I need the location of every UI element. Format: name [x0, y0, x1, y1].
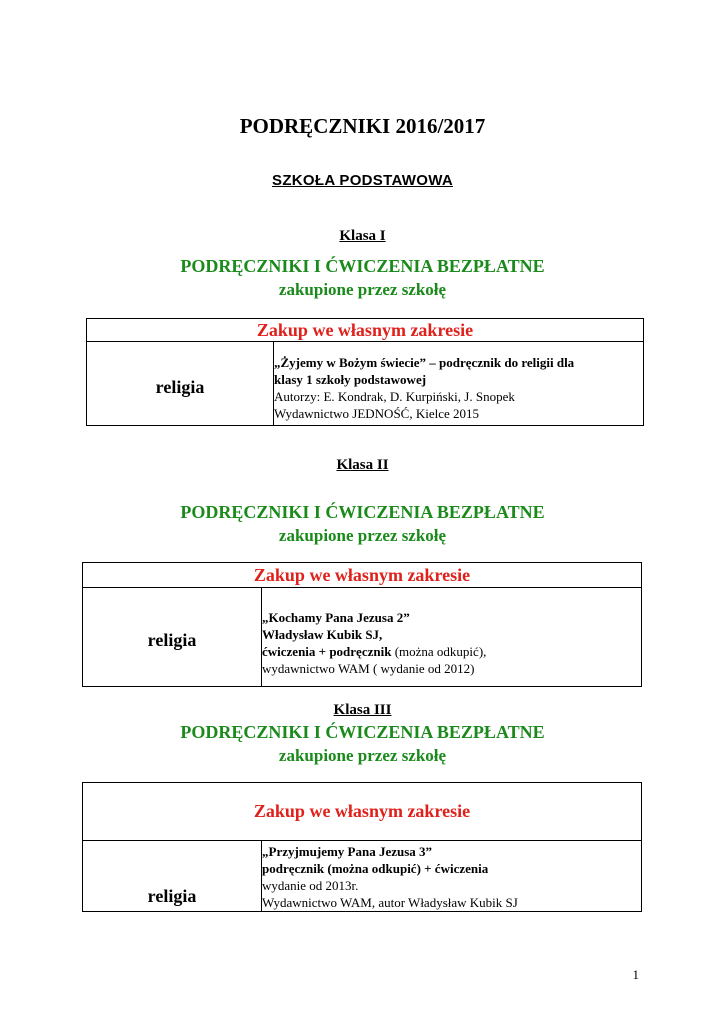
- book-description-2: [262, 588, 642, 687]
- free-books-heading-2: PODRĘCZNIKI I ĆWICZENIA BEZPŁATNE: [180, 502, 545, 522]
- class-label-3: Klasa III: [333, 702, 392, 718]
- page-title: PODRĘCZNIKI 2016/2017: [239, 114, 486, 138]
- page-number: 1: [632, 967, 639, 982]
- book-description-1: [274, 342, 644, 426]
- books-table-2: [82, 562, 642, 687]
- subject-cell-2: religia: [83, 588, 262, 687]
- book-line: klasy 1 szkoły podstawowej: [274, 371, 427, 387]
- free-books-heading-3: PODRĘCZNIKI I ĆWICZENIA BEZPŁATNE: [180, 722, 545, 742]
- book-line: ćwiczenia + podręcznik (można odkupić),: [262, 644, 487, 659]
- book-line: podręcznik (można odkupić) + ćwiczenia: [262, 861, 489, 876]
- book-line: Władysław Kubik SJ,: [262, 627, 383, 642]
- book-line: „Żyjemy w Bożym świecie” – podręcznik do religii dla: [274, 354, 575, 370]
- table-header-3: Zakup we własnym zakresie: [83, 783, 642, 841]
- free-books-subheading-3: zakupione przez szkołę: [278, 746, 447, 765]
- free-books-heading-1: PODRĘCZNIKI I ĆWICZENIA BEZPŁATNE: [180, 256, 545, 276]
- books-table-3: [82, 782, 642, 912]
- book-line: „Przyjmujemy Pana Jezusa 3”: [262, 844, 433, 859]
- book-line: Wydawnictwo JEDNOŚĆ, Kielce 2015: [274, 405, 480, 421]
- subject-cell-3: religia: [83, 841, 262, 912]
- books-table-1: [86, 318, 644, 426]
- table-header-1: Zakup we własnym zakresie: [87, 319, 644, 342]
- book-description-3: [262, 841, 642, 912]
- subject-cell-1: religia: [87, 342, 274, 426]
- class-label-2: Klasa II: [336, 457, 389, 473]
- book-line: Autorzy: E. Kondrak, D. Kurpiński, J. Snopek: [274, 388, 515, 404]
- book-line: Wydawnictwo WAM, autor Władysław Kubik SJ: [262, 895, 518, 910]
- page-subtitle: SZKOŁA PODSTAWOWA: [272, 172, 453, 189]
- book-line: „Kochamy Pana Jezusa 2”: [262, 610, 410, 625]
- free-books-subheading-1: zakupione przez szkołę: [278, 280, 447, 299]
- table-header-2: Zakup we własnym zakresie: [83, 563, 642, 588]
- free-books-subheading-2: zakupione przez szkołę: [278, 526, 447, 545]
- book-line: wydawnictwo WAM ( wydanie od 2012): [262, 661, 475, 676]
- class-label-1: Klasa I: [339, 228, 386, 244]
- book-line: wydanie od 2013r.: [262, 878, 359, 893]
